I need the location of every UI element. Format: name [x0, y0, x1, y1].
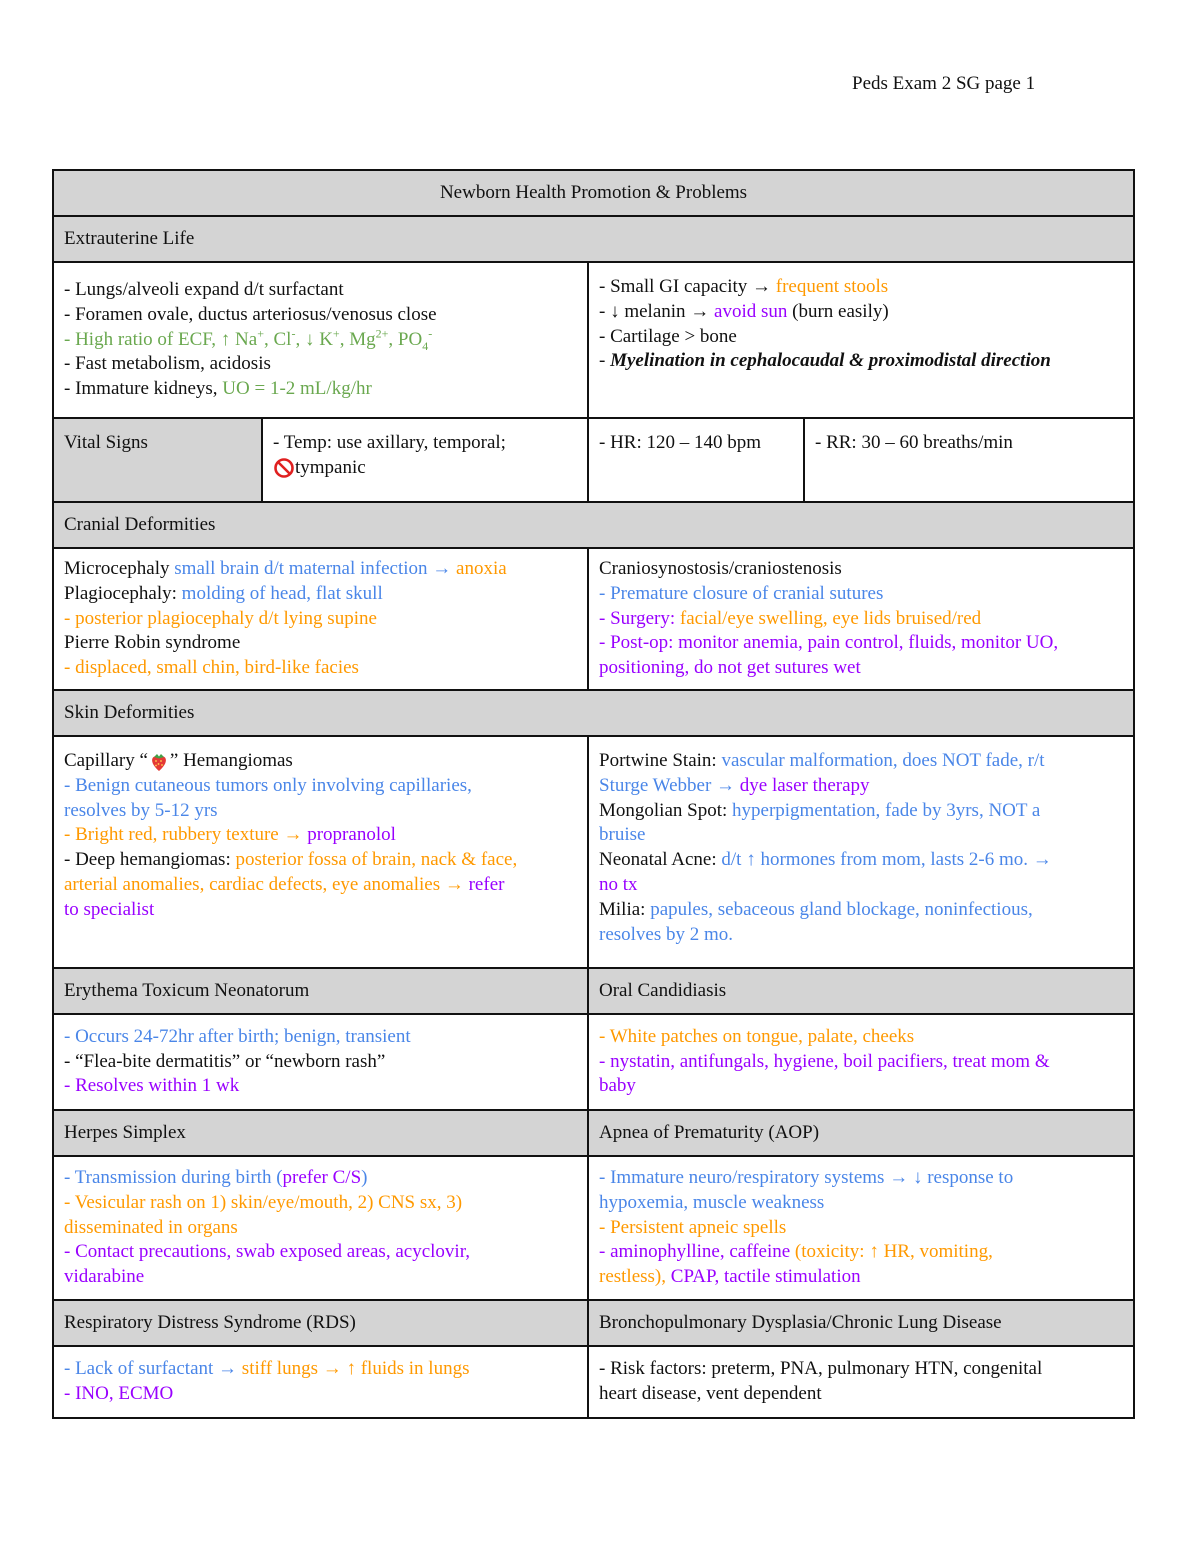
- text-segment: Craniosynostosis/craniostenosis: [599, 558, 842, 579]
- text-segment: - displaced, small chin, bird-like facies: [64, 657, 359, 679]
- text-segment: Portwine Stain:: [599, 750, 722, 771]
- text-segment: frequent stools: [775, 276, 889, 297]
- text-segment: resolves by 5-12 yrs: [64, 799, 218, 821]
- section-heading-skin: Skin Deformities: [53, 690, 1134, 736]
- text-line: [64, 898, 577, 923]
- text-segment: dye laser therapy: [739, 774, 870, 796]
- text-segment: , Cl: [263, 328, 292, 350]
- text-line: [64, 656, 577, 681]
- text-line: [599, 275, 1123, 300]
- hr-cell: - HR: 120 – 140 bpm: [588, 418, 804, 502]
- text-segment: CPAP, tactile stimulation: [670, 1266, 861, 1288]
- text-segment: - Occurs 24-72hr after birth; benign, transient: [64, 1025, 411, 1047]
- study-guide-table: [52, 169, 1135, 1419]
- text-line: [599, 1382, 1123, 1407]
- text-line: [64, 1240, 577, 1265]
- text-segment: ” Hemangiomas: [169, 750, 293, 771]
- content-row: [53, 548, 1134, 690]
- text-segment: - Immature kidneys,: [64, 378, 223, 400]
- text-segment: facial/eye swelling, eye lids bruised/red: [679, 607, 982, 629]
- text-line: [64, 557, 577, 582]
- text-segment: -: [599, 350, 611, 372]
- text-line: [64, 1191, 577, 1216]
- text-segment: - nystatin, antifungals, hygiene, boil pacifiers, treat mom &: [599, 1050, 1050, 1072]
- text-segment: - Bright red, rubbery texture →: [64, 824, 308, 846]
- text-segment: Milia:: [599, 898, 651, 920]
- text-segment: - “Flea-bite dermatitis” or “newborn rash”: [64, 1050, 386, 1072]
- text-segment: , Mg: [339, 328, 376, 350]
- text-segment: arterial anomalies, cardiac defects, eye anomalies →: [64, 873, 469, 895]
- text-segment: avoid sun: [714, 300, 788, 322]
- section-heading-candidiasis: Oral Candidiasis: [588, 968, 1134, 1014]
- text-line: [599, 325, 1123, 350]
- text-line: [599, 898, 1123, 923]
- section-row: [53, 502, 1134, 548]
- text-segment: - posterior plagiocephaly d/t lying supine: [64, 607, 377, 629]
- text-line: [64, 328, 577, 353]
- text-segment: - White patches on tongue, palate, cheeks: [599, 1025, 915, 1047]
- section-row: [53, 216, 1134, 262]
- text-line: [599, 1265, 1123, 1290]
- etn-cell: [53, 1014, 588, 1110]
- text-segment: - INO, ECMO: [64, 1383, 174, 1404]
- content-row: [53, 736, 1134, 968]
- text-segment: disseminated in organs: [64, 1216, 238, 1238]
- text-segment: refer: [468, 873, 505, 895]
- prohibited-icon: [273, 457, 295, 479]
- herpes-cell: [53, 1156, 588, 1300]
- section-heading-aop: Apnea of Prematurity (AOP): [588, 1110, 1134, 1156]
- text-segment: - Lack of surfactant →: [64, 1358, 242, 1380]
- text-line: [64, 1050, 577, 1075]
- text-line: [64, 848, 577, 873]
- title-row: [53, 170, 1134, 216]
- text-segment: Mongolian Spot:: [599, 799, 733, 821]
- text-segment: baby: [599, 1075, 636, 1097]
- page-header: Peds Exam 2 SG page 1: [852, 73, 1036, 94]
- text-segment: positioning, do not get sutures wet: [599, 657, 861, 679]
- text-line: [599, 557, 1123, 582]
- text-line: [599, 873, 1123, 898]
- text-line: [599, 1240, 1123, 1265]
- text-segment: - Cartilage > bone: [599, 325, 737, 347]
- section-heading-herpes: Herpes Simplex: [53, 1110, 588, 1156]
- text-line: [599, 582, 1123, 607]
- text-line: [599, 799, 1123, 824]
- text-segment: +: [332, 326, 340, 341]
- text-line: [599, 349, 1123, 374]
- text-segment: vidarabine: [64, 1266, 145, 1288]
- text-line: [599, 1191, 1123, 1216]
- text-segment: Capillary “: [64, 750, 148, 771]
- text-segment: 4: [422, 338, 429, 353]
- rr-cell: - RR: 30 – 60 breaths/min: [804, 418, 1134, 502]
- text-segment: - Risk factors: preterm, PNA, pulmonary HTN, congenital: [599, 1358, 1043, 1380]
- candidiasis-cell: [588, 1014, 1134, 1110]
- text-segment: - Persistent apneic spells: [599, 1216, 787, 1238]
- text-segment: UO = 1-2 mL/kg/hr: [222, 378, 372, 400]
- text-segment: vascular malformation, does NOT fade, r/t: [721, 750, 1045, 771]
- text-segment: Microcephaly: [64, 558, 175, 579]
- text-line: [64, 823, 577, 848]
- text-line: [64, 377, 577, 402]
- text-line: [599, 1216, 1123, 1241]
- text-segment: resolves by 2 mo.: [599, 923, 734, 945]
- text-line: [599, 656, 1123, 681]
- text-segment: - Transmission during birth (: [64, 1167, 283, 1188]
- text-segment: stiff lungs → ↑ fluids in lungs: [241, 1358, 470, 1380]
- content-row: [53, 1346, 1134, 1418]
- text-segment: +: [257, 326, 264, 341]
- text-segment: posterior fossa of brain, nack & face,: [235, 849, 518, 871]
- temp-cell: [262, 418, 588, 502]
- rds-cell: [53, 1346, 588, 1418]
- text-line: [64, 1166, 577, 1191]
- content-row: [53, 1014, 1134, 1110]
- cranial-left-cell: [53, 548, 588, 690]
- text-segment: , PO: [388, 328, 423, 350]
- text-segment: Plagiocephaly:: [64, 582, 182, 604]
- text-line: [599, 1025, 1123, 1050]
- text-line: [64, 749, 577, 774]
- text-segment: to specialist: [64, 898, 155, 920]
- text-line: [599, 607, 1123, 632]
- text-segment: restless),: [599, 1266, 671, 1288]
- text-segment: Pierre Robin syndrome: [64, 632, 241, 654]
- section-row: [53, 690, 1134, 736]
- text-line: [599, 1074, 1123, 1099]
- text-segment: - Benign cutaneous tumors only involving capillaries,: [64, 774, 472, 796]
- text-line: [64, 1265, 577, 1290]
- text-line: [64, 278, 577, 303]
- text-segment: Myelination in cephalocaudal & proximodistal direction: [610, 350, 1051, 372]
- text-segment: small brain d/t maternal infection →: [174, 558, 457, 579]
- skin-right-cell: [588, 736, 1134, 968]
- section-row: [53, 1110, 1134, 1156]
- text-line: [599, 1166, 1123, 1191]
- text-segment: d/t ↑ hormones from mom, lasts 2-6 mo. →: [721, 849, 1052, 871]
- text-line: [599, 631, 1123, 656]
- text-line: [64, 607, 577, 632]
- text-line: [599, 300, 1123, 325]
- text-segment: - Surgery:: [599, 607, 680, 629]
- section-row: [53, 968, 1134, 1014]
- bpd-cell: [588, 1346, 1134, 1418]
- text-segment: acyclovir,: [395, 1241, 471, 1263]
- text-segment: propranolol: [307, 824, 396, 846]
- text-segment: - aminophylline, caffeine: [599, 1241, 795, 1263]
- aop-cell: [588, 1156, 1134, 1300]
- text-segment: - Lungs/alveoli expand d/t surfactant: [64, 279, 344, 300]
- text-line: [599, 823, 1123, 848]
- text-segment: - Contact precautions, swab exposed areas,: [64, 1241, 396, 1263]
- vital-signs-row: [53, 418, 1134, 502]
- text-segment: - Premature closure of cranial sutures: [599, 582, 884, 604]
- text-line: [599, 1357, 1123, 1382]
- text-segment: - Small GI capacity →: [599, 276, 776, 297]
- cranial-right-cell: [588, 548, 1134, 690]
- extrauterine-left-cell: [53, 262, 588, 418]
- text-segment: papules, sebaceous gland blockage, noninfectious,: [650, 898, 1033, 920]
- section-heading-extrauterine: Extrauterine Life: [53, 216, 1134, 262]
- text-segment: , ↓ K: [295, 328, 333, 350]
- text-segment: - Foramen ovale, ductus arteriosus/venosus close: [64, 303, 437, 325]
- text-segment: - Immature neuro/respiratory systems → ↓ response to: [599, 1167, 1014, 1188]
- text-segment: Sturge Webber →: [599, 774, 740, 796]
- temp-tympanic: tympanic: [295, 456, 366, 478]
- text-segment: - Resolves within 1 wk: [64, 1075, 240, 1097]
- table-title: Newborn Health Promotion & Problems: [53, 170, 1134, 216]
- text-segment: -: [291, 326, 296, 341]
- text-line: [64, 352, 577, 377]
- text-segment: hyperpigmentation, fade by 3yrs, NOT a: [732, 799, 1041, 821]
- text-line: [64, 1216, 577, 1241]
- text-segment: hypoxemia, muscle weakness: [599, 1191, 825, 1213]
- text-line: [64, 1357, 577, 1382]
- strawberry-icon: [148, 751, 170, 773]
- text-line: [64, 303, 577, 328]
- text-segment: bruise: [599, 824, 646, 846]
- text-segment: Neonatal Acne:: [599, 849, 722, 871]
- text-line: [64, 1025, 577, 1050]
- text-segment: - Vesicular rash on 1) skin/eye/mouth, 2) CNS sx, 3): [64, 1191, 463, 1213]
- text-segment: molding of head, flat skull: [181, 582, 383, 604]
- text-segment: prefer C/S: [282, 1167, 362, 1188]
- text-segment: -: [428, 326, 433, 341]
- text-segment: - Deep hemangiomas:: [64, 849, 236, 871]
- text-line: [64, 774, 577, 799]
- text-segment: - Post-op: monitor anemia, pain control, fluids, monitor UO,: [599, 632, 1059, 654]
- text-segment: heart disease, vent dependent: [599, 1383, 822, 1404]
- section-heading-rds: Respiratory Distress Syndrome (RDS): [53, 1300, 588, 1346]
- content-row: [53, 262, 1134, 418]
- extrauterine-right-cell: [588, 262, 1134, 418]
- text-line: [599, 848, 1123, 873]
- text-segment: no tx: [599, 873, 638, 895]
- section-heading-cranial: Cranial Deformities: [53, 502, 1134, 548]
- text-line: [64, 799, 577, 824]
- section-row: [53, 1300, 1134, 1346]
- text-segment: - ↓ melanin →: [599, 300, 715, 322]
- text-segment: anoxia: [456, 558, 507, 579]
- skin-left-cell: [53, 736, 588, 968]
- text-line: [599, 749, 1123, 774]
- text-line: [64, 1074, 577, 1099]
- temp-text: - Temp: use axillary, temporal;: [273, 432, 506, 453]
- text-segment: - Fast metabolism, acidosis: [64, 353, 271, 375]
- text-line: [64, 873, 577, 898]
- text-line: [599, 774, 1123, 799]
- text-segment: ): [361, 1167, 368, 1188]
- text-line: [64, 582, 577, 607]
- text-segment: 2+: [375, 326, 389, 341]
- text-segment: - High ratio of ECF, ↑ Na: [64, 328, 258, 350]
- text-segment: (burn easily): [787, 300, 889, 322]
- text-line: [599, 1050, 1123, 1075]
- text-line: [599, 923, 1123, 948]
- content-row: [53, 1156, 1134, 1300]
- section-heading-etn: Erythema Toxicum Neonatorum: [53, 968, 588, 1014]
- vital-signs-label: Vital Signs: [53, 418, 262, 502]
- text-line: [64, 1382, 577, 1407]
- text-line: [64, 631, 577, 656]
- text-segment: (toxicity: ↑ HR, vomiting,: [794, 1241, 993, 1263]
- section-heading-bpd: Bronchopulmonary Dysplasia/Chronic Lung Disease: [588, 1300, 1134, 1346]
